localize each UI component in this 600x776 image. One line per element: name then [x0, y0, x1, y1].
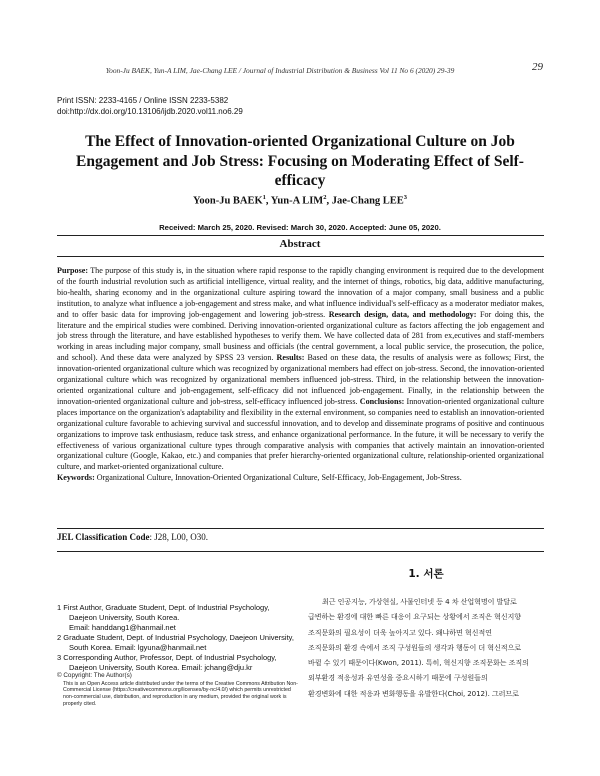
keywords-text: Organizational Culture, Innovation-Oriented Organizational Culture, Self-Efficacy, Job-Engagement, Job-Stress.	[94, 473, 462, 483]
divider-bottom	[57, 551, 544, 552]
body-line: 바뀔 수 있기 때문이다(Kwon, 2011). 특히, 혁신지향 조직문화는 조직의	[308, 658, 529, 668]
footnote: 3 Corresponding Author, Professor, Dept. of Industrial Psychology, Daejeon University, South Korea. Email: jchang@dju.kr	[57, 653, 277, 672]
footnote-email[interactable]: Email: handdang1@hanmail.net	[69, 623, 176, 632]
abstract-heading: Abstract	[279, 238, 321, 250]
abstract-body	[57, 266, 544, 484]
running-head: Yoon-Ju BAEK, Yun-A LIM, Jae-Chang LEE / Journal of Industrial Distribution & Business Vol 11 No 6 (2020) 29-39	[105, 66, 455, 75]
jel-label: JEL Classification Code	[57, 532, 150, 542]
divider-jel	[57, 528, 544, 529]
conclusions-label: Conclusions:	[357, 396, 405, 406]
footnote: 2 Graduate Student, Dept. of Industrial Psychology, Daejeon University, South Korea. Email: lgyuna@hanmail.net	[57, 633, 294, 652]
article-title: The Effect of Innovation-oriented Organizational Culture on Job Engagement and Job Stress: Focusing on Moderating Effect of Self-efficacy	[76, 133, 524, 189]
body-line: 환경변화에 대한 적응과 변화행동을 유발한다(Choi, 2012). 그러므로	[308, 688, 519, 698]
results-label: Results:	[273, 353, 305, 363]
copyright-title: © Copyright: The Author(s)	[57, 672, 132, 679]
author-name: Yun-A LIM	[270, 195, 324, 207]
footnotes	[57, 603, 299, 673]
jel-classification	[57, 532, 208, 542]
divider-abstract	[57, 256, 544, 257]
keywords-label: Keywords:	[57, 473, 95, 483]
author-name: Yoon-Ju BAEK	[192, 195, 263, 207]
body-line: 외부환경 적응성과 유연성을 중요시하기 때문에 구성원들의	[308, 673, 488, 683]
author-mark: 2	[323, 194, 327, 201]
introduction-body	[308, 594, 544, 701]
copyright-notice	[57, 673, 299, 708]
jel-value: : J28, L00, O30.	[149, 532, 209, 542]
author-separator: ,	[265, 195, 271, 207]
received-dates: Received: March 25, 2020. Revised: March 30, 2020. Accepted: June 05, 2020.	[159, 223, 441, 232]
page-number: 29	[532, 61, 543, 73]
design-label: Research design, data, and methodology:	[328, 309, 477, 319]
copyright-body: This is an Open Access article distributed under the terms of the Creative Commons Attribution Non-Commercial License (https://creativecommons.org/licenses/by-nc/4.0/) which permits unrestricted non-commercial use, distribution, and reproduction in any medium, provided the original work is properly cited.	[63, 680, 298, 707]
purpose-text: The purpose of this study is, in the situation where rapid response to the rapidly changing environment is required due to the development of the fourth industrial revolution such as artificial intelligence, virtual reality, and the internet of things, robotics, big data, additive manufacturing, bio-health, sharing economy and in the organizational culture aspiring toward the innovation of a major company, small business and a public institution, to analyze what influence a job-engagement and stress make, and what influence individual's self-efficacy as a moderator mediator makes, and to offer basic data for improving job-engagement and lowering job-stress.	[57, 266, 544, 319]
body-line: 최근 인공지능, 가상현실, 사물인터넷 등 4 차 산업혁명이 발달로	[322, 597, 517, 606]
author-separator: ,	[326, 195, 332, 207]
body-line: 조직문화의 환경 속에서 조직 구성원들의 생각과 행동이 더 혁신적으로	[308, 642, 522, 652]
author-list	[0, 194, 600, 207]
design-text: For doing this, the literature and the empirical studies were combined. Deriving innovation-oriented organizational culture as factors affecting the job engagement and job stress through the literature, and have established hypotheses to verify them. We have collected data of 281 from ex,ecutives and staff-members working in areas including major company, small business and officials (the central government, a local public service, the prosecution, the police, and school). And these data were analyzed by SPSS 23 version.	[57, 309, 544, 363]
issn-line: Print ISSN: 2233-4165 / Online ISSN 2233-5382	[57, 96, 229, 105]
author-name: Jae-Chang LEE	[331, 195, 404, 207]
body-line: 급변하는 환경에 대한 빠른 대응이 요구되는 상황에서 조직은 혁신지향	[308, 612, 522, 622]
conclusions-text: Innovation-oriented organizational culture places importance on the organization's adaptability and flexibility in the external environment, so companies need to establish an innovation-oriented organizational culture favorable to achieving survival and successful innovation, and to develop and disseminate programs of positive and continuous organizations to improve task enthusiasm, reduce task stress, and enhance organizational performance. In the future, it will be necessary to verify the effectiveness of various organizational culture types through comparative analysis with companies that actively maintain an innovation-oriented organizational culture (Google, Kakao, etc.) and companies that prefer hierarchy-oriented organizational culture, relationship-oriented organizational culture, and market-oriented organizational culture.	[57, 396, 544, 472]
issn-block	[57, 95, 243, 117]
author-mark: 1	[262, 194, 266, 201]
doi-line[interactable]: doi:http://dx.doi.org/10.13106/ijdb.2020.vol11.no6.29	[57, 107, 243, 116]
section-heading: 1. 서론	[408, 568, 444, 580]
purpose-label: Purpose:	[57, 266, 89, 275]
body-line: 조직문화의 필요성이 더욱 높아지고 있다. 왜냐하면 혁신적연	[308, 627, 492, 637]
author-mark: 3	[403, 194, 408, 201]
footnote: 1 First Author, Graduate Student, Dept. of Industrial Psychology, Daejeon University, South Korea.	[57, 603, 270, 622]
divider-top	[57, 235, 544, 236]
results-text: Based on these data, the results of analysis were as follows; First, the innovation-oriented organizational culture which was recognized by organizational members had effect on job-stress. Second, the innovation-oriented organizational culture which was recognized by organizational members influenced job-stress. Third, in the relationship between the innovation-oriented organizational culture and job-engagement, self-efficacy did not influenced job-engagement. Finally, in the relationship between the innovation-oriented organizational culture and job-stress, self-efficacy influenced job-stress.	[57, 353, 545, 406]
